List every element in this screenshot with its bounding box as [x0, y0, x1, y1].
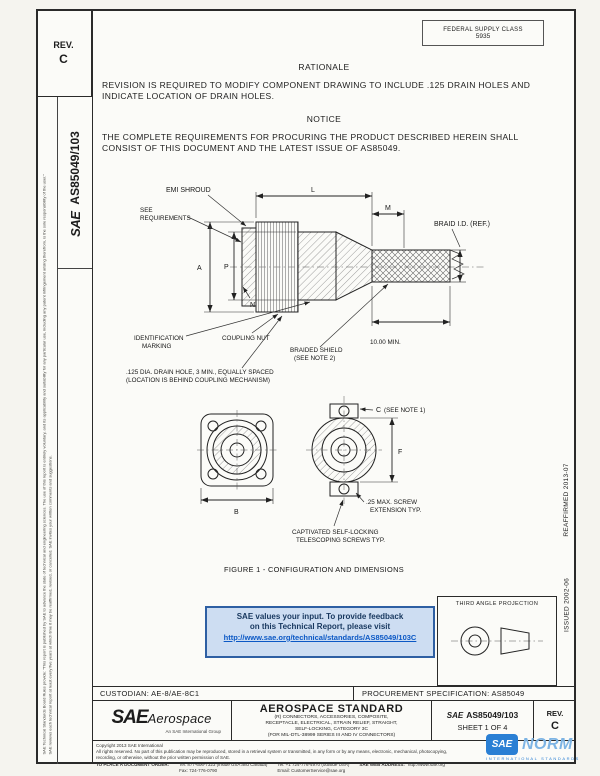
sae-aerospace-logo	[92, 701, 232, 740]
standard-title-line-3: SELF-LOCKING, CATEGORY 3C	[294, 727, 369, 733]
third-angle-projection-label: THIRD ANGLE PROJECTION	[455, 601, 539, 607]
see-note-1-label: (SEE NOTE 1)	[384, 407, 426, 414]
watermark-subtext: INTERNATIONAL STANDARDS	[486, 756, 580, 761]
logo-sae-text: SAE	[111, 707, 148, 728]
captive-screws-label-2: TELESCOPING SCREWS TYP.	[296, 537, 385, 544]
dim-label-F: F	[398, 449, 403, 456]
sheet-number: SHEET 1 OF 4	[457, 722, 508, 732]
sidebar-doc-number-block	[58, 99, 92, 269]
drain-note-1: .125 DIA. DRAIN HOLE, 3 MIN., EQUALLY SPACED	[126, 369, 274, 376]
watermark-sae-text: SAE	[491, 739, 513, 750]
feedback-line-1: SAE values your input. To provide feedback	[236, 612, 404, 621]
fsc-code: 5935	[475, 32, 491, 40]
web-address-label: SAE WEB ADDRESS:	[359, 762, 405, 768]
dim-label-M: M	[385, 205, 391, 212]
sidebar-doc-number: AS85049/103	[68, 131, 82, 205]
standard-title-line-4: (FOR MIL-DTL-38999 SERIES III AND IV CONNECTORS)	[267, 733, 396, 739]
min-10-label: 10.00 MIN.	[370, 339, 401, 346]
figure-caption: FIGURE 1 - CONFIGURATION AND DIMENSIONS	[224, 565, 404, 574]
doc-sae-logo: SAE	[446, 710, 464, 720]
custodian-row	[92, 686, 576, 701]
rationale-heading: RATIONALE	[298, 62, 350, 72]
watermark-norm-text: NORM	[522, 735, 573, 753]
third-angle-projection-box	[437, 596, 557, 686]
rev-value: C	[59, 51, 68, 66]
rev-cell-label: REV.	[546, 709, 564, 718]
third-angle-projection-symbol	[447, 613, 547, 669]
issued-stamp: ISSUED 2002-06	[562, 577, 570, 632]
sidebar-sae-logo: SAE	[67, 211, 83, 237]
copyright-line: Copyright 2013 SAE International	[96, 743, 163, 748]
reaffirmed-stamp: REAFFIRMED 2013-07	[562, 463, 570, 537]
screw-extension-label-1: .25 MAX. SCREW	[366, 499, 418, 506]
braided-shield-label: BRAIDED SHIELD	[290, 347, 343, 354]
captive-screws-label-1: CAPTIVATED SELF-LOCKING	[292, 529, 379, 536]
figure-1-drawing	[92, 168, 558, 584]
see-label: SEE	[140, 207, 153, 214]
screw-extension-label-2: EXTENSION TYP.	[370, 507, 422, 514]
marking-label: MARKING	[142, 343, 172, 350]
drain-note-2: (LOCATION IS BEHIND COUPLING MECHANISM)	[126, 377, 271, 384]
disclaimer-line-2: SAE reviews each technical report at least every five years at which time it may be reaffirmed, revised, or cancelled. SAE invites your written comments and suggestions.	[47, 455, 53, 755]
standard-title-line-2: RECEPTACLE, ELECTRICAL, STRAIN RELIEF, STRAIGHT,	[265, 721, 398, 727]
notice-heading: NOTICE	[306, 114, 342, 124]
feedback-url-link[interactable]: http://www.sae.org/technical/standards/AS85049/103C	[223, 632, 417, 642]
front-end-view	[197, 410, 277, 490]
feedback-line-2: on this Technical Report, please visit	[249, 622, 391, 632]
rights-line-1: All rights reserved. No part of this publication may be reproduced, stored in a retrieval system or transmitted, in any form or by any means, electronic, mechanical, photocopying,	[96, 749, 448, 755]
web-address-url[interactable]: http://www.sae.org	[407, 762, 445, 768]
braided-cable	[372, 250, 450, 282]
identification-label: IDENTIFICATION	[134, 335, 184, 342]
standard-title-cell	[232, 701, 432, 740]
left-margin-disclaimer	[37, 100, 58, 755]
braid-id-label: BRAID I.D. (REF.)	[434, 221, 491, 228]
order-label: TO PLACE A DOCUMENT ORDER:	[96, 762, 170, 768]
braid-frayed-end	[450, 250, 464, 279]
dim-label-L: L	[311, 187, 315, 194]
sae-norm-watermark	[486, 734, 598, 761]
see-note-2-label: (SEE NOTE 2)	[294, 355, 336, 362]
order-fax: Fax: 724-776-0790	[179, 768, 218, 774]
fsc-label: FEDERAL SUPPLY CLASS	[443, 26, 523, 33]
dim-label-N: N	[250, 302, 256, 309]
sidebar-section-divider	[58, 268, 92, 269]
rev-cell-value: C	[551, 720, 559, 732]
federal-supply-class-box	[422, 20, 544, 46]
doc-number: AS85049/103	[466, 709, 519, 720]
standard-title-line-1: (R) CONNECTORS, ACCESSORIES, COMPOSITE,	[274, 715, 389, 720]
rev-label: REV.	[53, 39, 74, 50]
requirements-label: REQUIREMENTS	[140, 215, 191, 222]
order-tel-2: Tel: +1 724-776-4970 (outside USA)	[277, 762, 350, 768]
emi-shroud-label: EMI SHROUD	[166, 187, 211, 194]
order-tel-1: Tel: 877-606-7323 (inside USA and Canada)	[179, 762, 268, 768]
logo-tagline: An SAE International Group	[165, 729, 221, 734]
dim-label-A: A	[197, 265, 202, 272]
rights-line-2: recording, or otherwise, without the prior written permission of SAE.	[96, 755, 231, 761]
dim-label-C: C	[376, 407, 382, 414]
feedback-box	[205, 606, 435, 658]
procurement-spec-cell: PROCUREMENT SPECIFICATION: AS85049	[362, 689, 525, 698]
order-email[interactable]: Email: CustomerService@sae.org	[277, 768, 346, 774]
standard-type-heading: AEROSPACE STANDARD	[259, 703, 404, 715]
notice-body: THE COMPLETE REQUIREMENTS FOR PROCURING THE PRODUCT DESCRIBED HEREIN SHALL CONSIST OF THIS DOCUMENT AND THE LATEST ISSUE OF AS85049.	[102, 132, 519, 154]
logo-aerospace-text: Aerospace	[147, 711, 212, 726]
rev-corner-box	[36, 9, 92, 97]
coupling-nut-label: COUPLING NUT	[222, 335, 270, 342]
connector-side-view	[242, 222, 464, 312]
side-end-view	[306, 396, 382, 504]
disclaimer-line-1: SAE Technical Standards Board Rules provide: "This report is published by SAE to advance the state of technical and engineering sciences. The use of this report is entirely voluntary, and its applicability and suitability for any particular use, including any patent infringement arising therefrom, is the sole responsibility of the user."	[41, 174, 47, 755]
dim-label-B: B	[234, 509, 239, 516]
custodian-cell: CUSTODIAN: AE-8/AE-8C1	[92, 687, 354, 700]
dim-label-P: P	[224, 264, 229, 271]
rationale-body: REVISION IS REQUIRED TO MODIFY COMPONENT DRAWING TO INCLUDE .125 DRAIN HOLES AND INDICATE LOCATION OF DRAIN HOLES.	[102, 80, 531, 102]
watermark-logo-badge	[486, 734, 518, 755]
